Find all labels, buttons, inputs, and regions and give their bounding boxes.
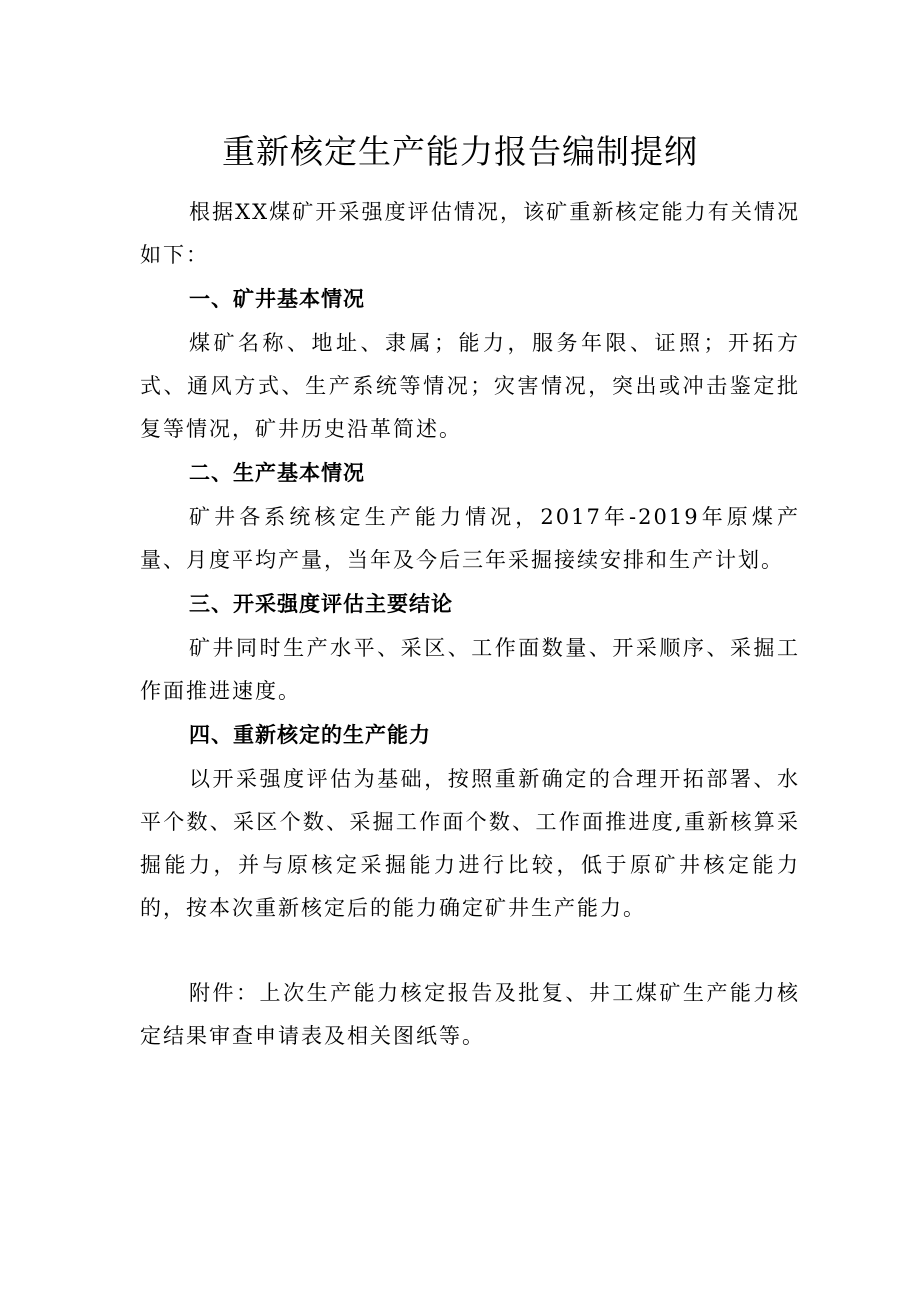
section-body-1: 煤矿名称、地址、隶属；能力，服务年限、证照；开拓方式、通风方式、生产系统等情况；灾害情况，突出或冲击鉴定批复等情况，矿井历史沿革简述。: [140, 331, 800, 441]
section-heading-2: 二、生产基本情况: [189, 461, 365, 485]
document-title: 重新核定生产能力报告编制提纲: [222, 132, 698, 171]
section-heading-3: 三、开采强度评估主要结论: [189, 592, 453, 616]
section-body-2: 矿井各系统核定生产能力情况，2017年-2019年原煤产量、月度平均产量，当年及今后三年采掘接续安排和生产计划。: [140, 505, 800, 572]
intro-paragraph: 根据XX煤矿开采强度评估情况，该矿重新核定能力有关情况如下：: [140, 200, 800, 267]
attachment-note: 附件：上次生产能力核定报告及批复、井工煤矿生产能力核定结果审查申请表及相关图纸等。: [140, 981, 800, 1048]
section-body-4: 以开采强度评估为基础，按照重新确定的合理开拓部署、水平个数、采区个数、采掘工作面个数、工作面推进度,重新核算采掘能力，并与原核定采掘能力进行比较，低于原矿井核定能力的，按本次重新核定后的能力确定矿井生产能力。: [140, 767, 800, 920]
section-heading-1: 一、矿井基本情况: [189, 287, 365, 311]
section-body-3: 矿井同时生产水平、采区、工作面数量、开采顺序、采掘工作面推进速度。: [140, 636, 800, 703]
section-heading-4: 四、重新核定的生产能力: [189, 723, 431, 747]
